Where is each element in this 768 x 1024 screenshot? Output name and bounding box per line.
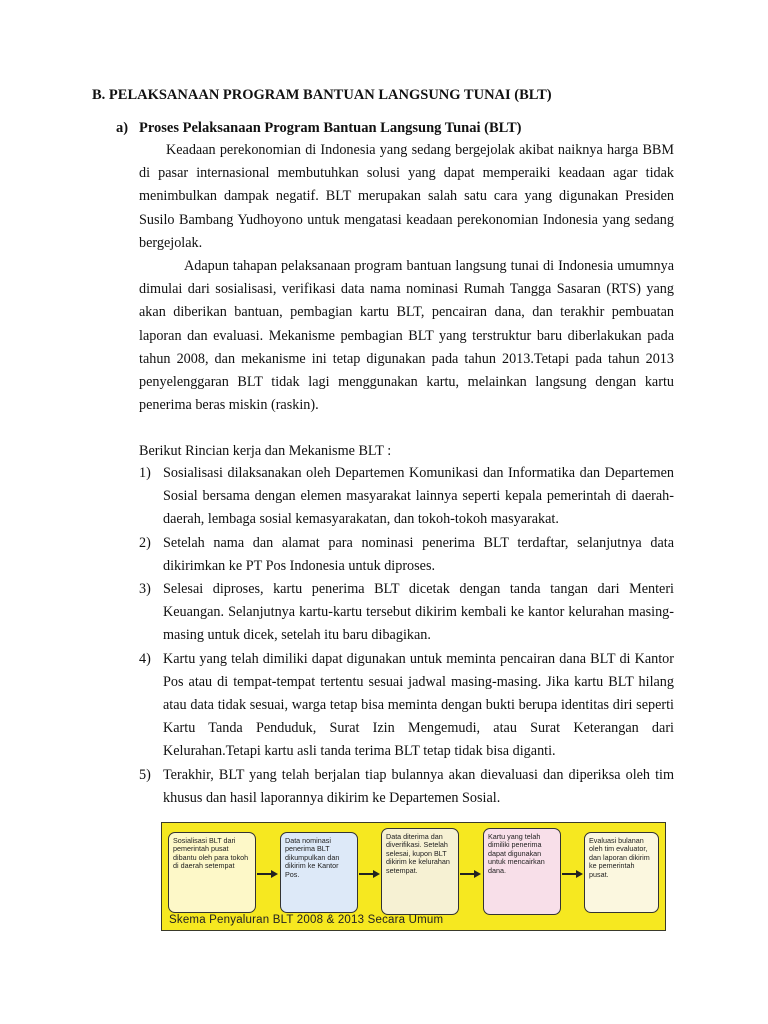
list-item-number: 2)	[139, 534, 151, 551]
list-item	[139, 532, 674, 578]
list-item-number: 1)	[139, 465, 151, 481]
list-item	[139, 764, 674, 810]
list-item	[139, 648, 674, 764]
list-item-text: Kartu yang telah dimiliki dapat digunakan untuk meminta pencairan dana BLT di Kantor Pos atau di tempat-tempat tertentu sesuai jadwal masing-masing. Jika kartu BLT hilang atau data tidak sesuai, warga tetap bisa meminta dengan bukti berupa identitas diri seperti Kartu Tanda Penduduk, Surat Izin Mengemudi, atau Surat Keterangan dari Kelurahan.Tetapi kartu asli tanda terima BLT tetap tidak bisa diganti.	[163, 650, 674, 760]
flow-step-verifikasi: Data diterima dan diverifikasi. Setelah selesai, kupon BLT dikirim ke kelurahan setempat.	[381, 828, 459, 915]
list-item-number: 5)	[139, 766, 151, 783]
flow-step-sosialisasi: Sosialisasi BLT dari pemerintah pusat dibantu oleh para tokoh di daerah setempat	[168, 832, 256, 913]
subsection-marker: a)	[116, 120, 129, 136]
paragraph-1: Keadaan perekonomian di Indonesia yang sedang bergejolak akibat naiknya harga BBM di pasar internasional membutuhkan solusi yang dapat memperaiki keadaan agar tidak menimbulkan dampak negatif. BLT merupakan salah satu cara yang digunakan Presiden Susilo Bambang Yudhoyono untuk mengatasi keadaan perekonomian Indonesia yang sedang bergejolak.	[139, 142, 674, 251]
arrow-right-icon	[460, 869, 482, 879]
diagram-caption: Skema Penyaluran BLT 2008 & 2013 Secara Umum	[169, 914, 444, 926]
list-item-text: Setelah nama dan alamat para nominasi penerima BLT terdaftar, selanjutnya data dikirimkan ke PT Pos Indonesia untuk diproses.	[163, 534, 674, 574]
list-item-text: Terakhir, BLT yang telah berjalan tiap bulannya akan dievaluasi dan diperiksa oleh tim khusus dan hasil laporannya dikirim ke Departemen Sosial.	[163, 766, 674, 806]
arrow-right-icon	[257, 869, 279, 879]
subsection-heading	[116, 120, 521, 137]
list-item	[139, 578, 674, 648]
list-item-text: Sosialisasi dilaksanakan oleh Departemen Komunikasi dan Informatika dan Departemen Sosial bersama dengan elemen masyarakat lainnya seperti kepala pemerintah di daerah-daerah, lembaga sosial kemasyarakatan, dan tokoh-tokoh masyarakat.	[163, 465, 674, 528]
arrow-right-icon	[562, 869, 584, 879]
list-item	[139, 462, 674, 532]
flow-step-evaluasi: Evaluasi bulanan oleh tim evaluator, dan laporan dikirim ke pemerintah pusat.	[584, 832, 659, 913]
paragraph-2: Adapun tahapan pelaksanaan program bantuan langsung tunai di Indonesia umumnya dimulai dari sosialisasi, verifikasi data nama nominasi Rumah Tangga Sasaran (RTS) yang akan diberikan bantuan, pembagian kartu BLT, pencairan dana, dan terakhir pembuatan laporan dan evaluasi. Mekanisme pembagian BLT yang terstruktur baru diberlakukan pada tahun 2008, dan mekanisme ini tetap digunakan pada tahun 2013.Tetapi pada tahun 2013 penyelenggaran BLT tidak lagi menggunakan kartu, melainkan langsung dengan kartu penerima beras miskin (raskin).	[139, 258, 674, 414]
arrow-right-icon	[359, 869, 381, 879]
section-heading: B. PELAKSANAAN PROGRAM BANTUAN LANGSUNG TUNAI (BLT)	[92, 87, 552, 103]
list-item-number: 3)	[139, 581, 151, 598]
list-item-text: Selesai diproses, kartu penerima BLT dicetak dengan tanda tangan dari Menteri Keuangan. Selanjutnya kartu-kartu tersebut dikirim kembali ke kantor kelurahan masing-masing untuk dicek, setelah itu baru dibagikan.	[163, 581, 674, 644]
blt-flow-diagram	[161, 822, 666, 931]
subsection-title: Proses Pelaksanaan Program Bantuan Langsung Tunai (BLT)	[139, 120, 522, 136]
flow-step-pengumpulan-data: Data nominasi penerima BLT dikumpulkan dan dikirim ke Kantor Pos.	[280, 832, 358, 913]
list-intro: Berikut Rincian kerja dan Mekanisme BLT :	[139, 443, 392, 459]
mechanism-list	[139, 462, 674, 810]
list-item-number: 4)	[139, 650, 151, 667]
flow-step-pencairan: Kartu yang telah dimiliki penerima dapat digunakan untuk mencairkan dana.	[483, 828, 561, 915]
